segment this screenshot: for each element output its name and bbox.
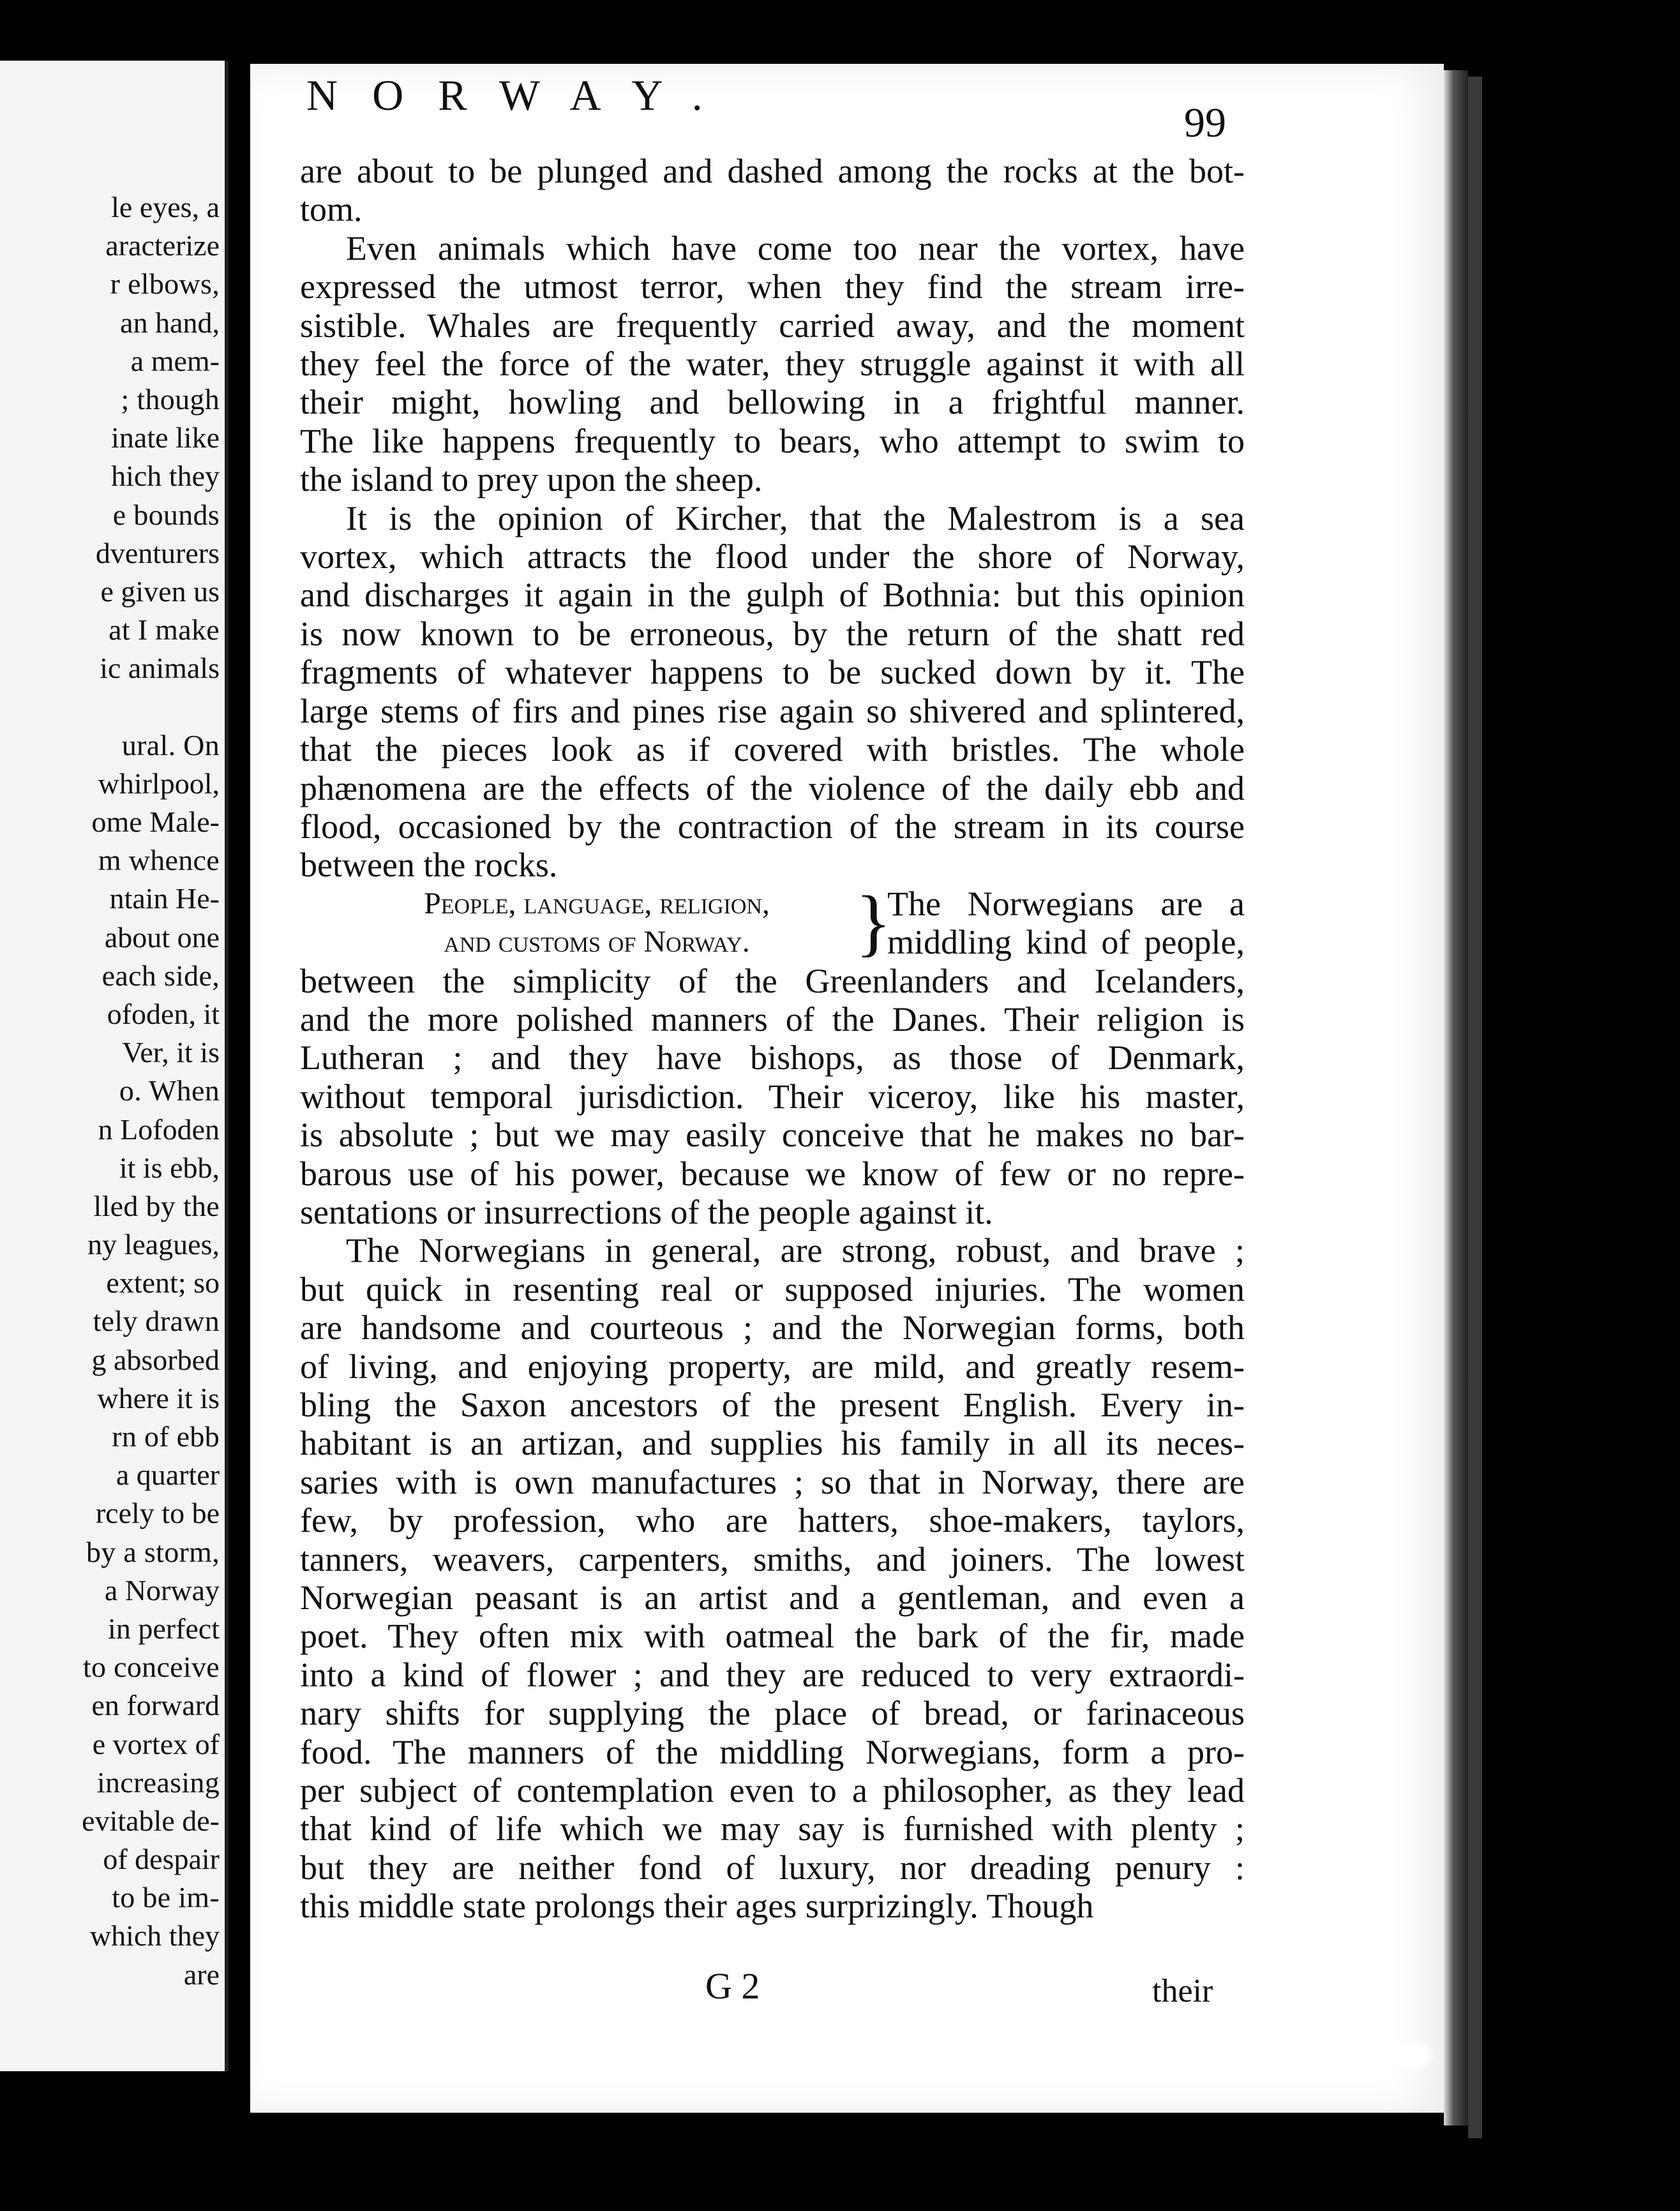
left-page-line: ofoden, it — [107, 997, 220, 1030]
text-line: saries with is own manufactures ; so that in Norway, there are — [300, 1462, 1245, 1501]
signature-mark: G 2 — [705, 1965, 760, 2007]
left-page-line: rn of ebb — [112, 1420, 220, 1453]
left-page-line: it is ebb, — [119, 1151, 220, 1184]
text-line: tom. — [300, 190, 363, 229]
text-line: but they are neither fond of luxury, nor dreading penury : — [300, 1848, 1245, 1887]
text-line: of living, and enjoying property, are mild, and greatly resem- — [300, 1347, 1245, 1386]
left-page-line: aracterize — [105, 229, 220, 262]
text-line: vortex, which attracts the flood under the shore of Norway, — [300, 537, 1245, 576]
left-page-line: evitable de- — [82, 1804, 220, 1837]
text-line: habitant is an artizan, and supplies his family in all its neces- — [300, 1424, 1245, 1463]
text-line: are about to be plunged and dashed among the rocks at the bot- — [300, 152, 1245, 190]
brace-symbol: } — [855, 880, 892, 964]
text-line: is absolute ; but we may easily conceive that he makes no bar- — [300, 1116, 1245, 1155]
text-line: The like happens frequently to bears, who attempt to swim to — [300, 421, 1245, 460]
text-line: fragments of whatever happens to be sucked down by it. The — [300, 653, 1245, 692]
left-page-line: where it is — [97, 1381, 220, 1414]
text-line: expressed the utmost terror, when they find the stream irre- — [300, 267, 1245, 306]
section-heading-line: and customs of Norway. — [444, 924, 750, 959]
left-page-line: ural. On — [121, 728, 220, 761]
left-page-line: a mem- — [130, 344, 220, 377]
paragraph-4 — [300, 962, 1245, 1232]
left-page-line: Ver, it is — [122, 1036, 220, 1069]
left-page-line: a quarter — [116, 1458, 220, 1492]
text-line: Norwegian peasant is an artist and a gentleman, and even a — [300, 1578, 1245, 1617]
text-line: per subject of contemplation even to a philosopher, as they lead — [300, 1771, 1245, 1810]
left-page-line: an hand, — [120, 306, 220, 339]
text-line: they feel the force of the water, they struggle against it with all — [300, 345, 1245, 384]
left-page-line: inate like — [111, 421, 220, 454]
text-line: barous use of his power, because we know of few or no repre- — [300, 1154, 1245, 1193]
left-page-line: e given us — [100, 574, 220, 608]
text-line: without temporal jurisdiction. Their viceroy, like his master, — [300, 1077, 1245, 1116]
left-page-line: are — [183, 1958, 220, 1991]
left-page-line: hich they — [111, 460, 220, 493]
running-head: NORWAY. — [306, 71, 737, 119]
left-page-line: by a storm, — [86, 1535, 220, 1568]
left-page-line: ic animals — [100, 652, 220, 685]
left-page-line: g absorbed — [91, 1343, 220, 1376]
text-line: bling the Saxon ancestors of the present English. Every in- — [300, 1386, 1245, 1424]
text-line: Even animals which have come too near the vortex, have — [346, 229, 1245, 267]
left-page-line: ; though — [121, 382, 220, 416]
left-page-line: r elbows, — [110, 267, 220, 301]
left-page-line: about one — [104, 920, 220, 954]
left-page-line: n Lofoden — [98, 1113, 220, 1146]
left-page-line: a Norway — [104, 1573, 220, 1607]
text-line: between the rocks. — [300, 846, 558, 885]
text-line: The Norwegians are a — [887, 884, 1245, 923]
text-line: that kind of life which we may say is furnished with plenty ; — [300, 1810, 1245, 1848]
book-binding-edge — [1468, 77, 1482, 2138]
paragraph-1 — [300, 152, 1245, 229]
left-page-line: ntain He- — [109, 882, 220, 915]
paper-smudge — [1385, 2036, 1436, 2074]
text-line: and the more polished manners of the Danes. Their religion is — [300, 1000, 1245, 1038]
left-page-line: o. When — [119, 1074, 220, 1107]
left-page-line: whirlpool, — [98, 767, 220, 800]
text-line: poet. They often mix with oatmeal the bark of the fir, made — [300, 1617, 1245, 1656]
text-line: this middle state prolongs their ages surprizingly. Though — [300, 1887, 1094, 1926]
left-page-line: to conceive — [82, 1651, 220, 1684]
text-line: large stems of firs and pines rise again so shivered and splintered, — [300, 691, 1245, 730]
left-page-line: of despair — [103, 1843, 220, 1876]
text-line: is now known to be erroneous, by the return of the shatt red — [300, 614, 1245, 653]
text-line: sentations or insurrections of the people against it. — [300, 1192, 993, 1231]
left-page-line: extent; so — [106, 1266, 220, 1300]
left-page-line: dventurers — [95, 536, 220, 569]
left-page-line: ome Male- — [91, 806, 220, 838]
text-line: flood, occasioned by the contraction of the stream in its course — [300, 807, 1245, 846]
section-heading-title — [300, 885, 855, 962]
left-page-line: en forward — [91, 1689, 220, 1722]
catchword: their — [1152, 1973, 1213, 2009]
left-page-line: at I make — [109, 613, 220, 647]
left-page-line: increasing — [96, 1765, 220, 1799]
text-line: that the pieces look as if covered with bristles. The whole — [300, 730, 1245, 769]
text-line: sistible. Whales are frequently carried away, and the moment — [300, 306, 1245, 345]
section-heading — [300, 880, 1245, 964]
page-number: 99 — [1184, 100, 1226, 146]
left-page-line: lled by the — [93, 1189, 220, 1222]
left-page-line: in perfect — [108, 1612, 220, 1645]
text-line: middling kind of people, — [887, 923, 1245, 962]
text-line: food. The manners of the middling Norwegians, form a pro- — [300, 1732, 1245, 1771]
text-line: are handsome and courteous ; and the Norwegian forms, both — [300, 1308, 1245, 1347]
left-page-line — [0, 687, 225, 726]
left-page-line: tely drawn — [93, 1305, 220, 1338]
left-page-line: to be im- — [112, 1881, 220, 1914]
left-page-line: which they — [89, 1919, 220, 1952]
left-page-line: e bounds — [112, 498, 220, 531]
left-page-line: e vortex of — [92, 1727, 220, 1760]
left-page-line: m whence — [98, 844, 220, 877]
text-line: the island to prey upon the sheep. — [300, 460, 763, 499]
text-line: The Norwegians in general, are strong, robust, and brave ; — [346, 1231, 1245, 1270]
text-line: It is the opinion of Kircher, that the Malestrom is a sea — [346, 498, 1245, 537]
text-line: few, by profession, who are hatters, shoe-makers, taylors, — [300, 1501, 1245, 1540]
page-edge — [1444, 70, 1468, 2125]
left-page-line: each side, — [101, 959, 220, 992]
paragraph-5 — [300, 1231, 1245, 1925]
left-page — [0, 61, 229, 2071]
left-page-line: ny leagues, — [87, 1228, 220, 1261]
paragraph-2 — [300, 229, 1245, 499]
left-page-line: rcely to be — [95, 1497, 220, 1530]
text-line: nary shifts for supplying the place of bread, or farinaceous — [300, 1694, 1245, 1733]
left-page-line: le eyes, a — [111, 191, 220, 223]
text-line: Lutheran ; and they have bishops, as those of Denmark, — [300, 1038, 1245, 1077]
text-line: their might, howling and bellowing in a frightful manner. — [300, 383, 1245, 422]
text-line: but quick in resenting real or supposed injuries. The women — [300, 1270, 1245, 1308]
main-text — [300, 152, 1245, 1926]
left-page-text — [0, 188, 225, 1994]
text-line: into a kind of flower ; and they are reduced to very extraordi- — [300, 1655, 1245, 1694]
section-heading-text — [887, 885, 1245, 962]
text-line: between the simplicity of the Greenlanders and Icelanders, — [300, 961, 1245, 1000]
paragraph-3 — [300, 499, 1245, 885]
text-line: tanners, weavers, carpenters, smiths, and joiners. The lowest — [300, 1540, 1245, 1578]
text-line: and discharges it again in the gulph of Bothnia: but this opinion — [300, 576, 1245, 615]
text-line: phænomena are the effects of the violence of the daily ebb and — [300, 768, 1245, 807]
section-heading-line: People, language, religion, — [424, 886, 770, 920]
